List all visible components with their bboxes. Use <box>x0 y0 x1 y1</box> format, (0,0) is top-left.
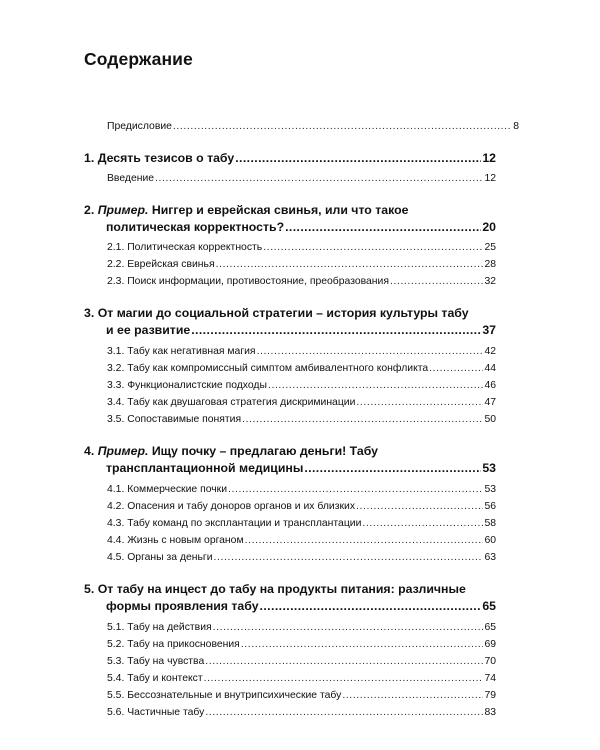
toc-entry-page: 74 <box>484 673 496 684</box>
toc-entry-page: 12 <box>484 173 496 184</box>
toc-entry-page: 53 <box>484 484 496 495</box>
dot-leader <box>214 549 484 566</box>
toc-entry-title: 3.3. Функционалистские подходы <box>107 380 267 391</box>
toc-chapter-3[interactable] <box>84 305 496 339</box>
chapter-title-line1: От магии до социальной стратегии – история культуры табу <box>97 306 469 320</box>
toc-entry-page: 83 <box>484 707 496 718</box>
toc-entry-page: 63 <box>484 552 496 563</box>
chapter-number: 1. <box>84 151 95 165</box>
dot-leader <box>205 704 483 721</box>
toc-entry-page: 25 <box>484 242 496 253</box>
dot-leader <box>242 411 483 428</box>
toc-section[interactable] <box>84 360 496 377</box>
dot-leader <box>155 170 483 187</box>
dot-leader <box>429 360 483 377</box>
toc-section[interactable] <box>84 549 496 566</box>
toc-section[interactable] <box>84 239 496 256</box>
toc-entry-title: 3.1. Табу как негативная магия <box>107 346 256 357</box>
toc-section[interactable] <box>84 256 496 273</box>
toc-entry-title: 2.2. Еврейская свинья <box>107 259 215 270</box>
toc-section[interactable] <box>84 704 496 721</box>
chapter-page: 12 <box>482 151 496 165</box>
toc-section[interactable] <box>84 273 496 290</box>
dot-leader <box>235 150 481 167</box>
dot-leader <box>390 273 483 290</box>
chapter-page: 20 <box>482 220 496 234</box>
chapter-title-line1: Ищу почку – предлагаю деньги! Табу <box>151 444 379 458</box>
toc-entry-page: 65 <box>484 622 496 633</box>
dot-leader <box>257 343 484 360</box>
toc-section[interactable] <box>84 636 496 653</box>
toc-section[interactable] <box>84 532 496 549</box>
chapter-title-line2: формы проявления табу <box>106 599 259 613</box>
chapter-number: 3. <box>84 306 95 320</box>
chapter-label: Пример. <box>97 444 149 458</box>
dot-leader <box>204 670 484 687</box>
toc-entry-title: 5.2. Табу на прикосновения <box>107 639 240 650</box>
toc-chapter-4[interactable] <box>84 443 496 477</box>
toc-section[interactable] <box>84 670 496 687</box>
toc-section[interactable] <box>84 619 496 636</box>
toc-entry-preface[interactable] <box>84 118 519 135</box>
toc-entry-title: Введение <box>107 173 155 184</box>
chapter-number: 2. <box>84 203 95 217</box>
dot-leader <box>228 481 483 498</box>
chapter-page: 37 <box>482 323 496 337</box>
dot-leader <box>362 515 483 532</box>
dot-leader <box>191 322 481 339</box>
chapter-title-line2: трансплантационной медицины <box>106 461 304 475</box>
dot-leader <box>205 653 483 670</box>
dot-leader <box>245 532 484 549</box>
chapter-number: 5. <box>84 582 95 596</box>
dot-leader <box>304 460 481 477</box>
page-title: Содержание <box>84 49 193 69</box>
toc-section[interactable] <box>84 481 496 498</box>
toc-section[interactable] <box>84 653 496 670</box>
toc-entry-page: 56 <box>484 501 496 512</box>
toc-entry-title: 4.2. Опасения и табу доноров органов и их близких <box>107 501 356 512</box>
toc-entry-title: 5.1. Табу на действия <box>107 622 212 633</box>
toc-entry-title: 4.3. Табу команд по эксплантации и трансплантации <box>107 518 362 529</box>
chapter-title: Десять тезисов о табу <box>97 151 235 165</box>
dot-leader <box>356 394 483 411</box>
toc-entry-title: 5.5. Бессознательные и внутрипсихические табу <box>107 690 342 701</box>
toc-entry-page: 60 <box>484 535 496 546</box>
dot-leader <box>213 619 484 636</box>
toc-section[interactable] <box>84 343 496 360</box>
toc-entry-title: 5.4. Табу и контекст <box>107 673 203 684</box>
dot-leader <box>356 498 483 515</box>
toc-entry-title: 3.5. Сопоставимые понятия <box>107 414 242 425</box>
toc-entry-page: 46 <box>484 380 496 391</box>
toc-entry-page: 8 <box>513 121 519 132</box>
toc-entry-title: 4.4. Жизнь с новым органом <box>107 535 244 546</box>
chapter-page: 53 <box>482 461 496 475</box>
chapter-title-line2: и ее развитие <box>106 323 191 337</box>
toc-section[interactable] <box>84 411 496 428</box>
toc-entry-page: 50 <box>484 414 496 425</box>
toc-entry-page: 32 <box>484 276 496 287</box>
dot-leader <box>173 118 512 135</box>
toc-entry-title: 2.1. Политическая корректность <box>107 242 263 253</box>
dot-leader <box>216 256 484 273</box>
toc-entry-title: 4.5. Органы за деньги <box>107 552 213 563</box>
toc-entry-title: Предисловие <box>107 121 172 132</box>
toc-chapter-5[interactable] <box>84 581 496 615</box>
toc-entry-page: 58 <box>484 518 496 529</box>
toc-entry-title: 4.1. Коммерческие почки <box>107 484 228 495</box>
dot-leader <box>260 598 482 615</box>
toc-entry-page: 28 <box>484 259 496 270</box>
chapter-number: 4. <box>84 444 95 458</box>
dot-leader <box>268 377 483 394</box>
toc-section[interactable] <box>84 515 496 532</box>
toc-entry-title: 5.3. Табу на чувства <box>107 656 205 667</box>
toc-entry-title: 2.3. Поиск информации, противостояние, преобразования <box>107 276 389 287</box>
dot-leader <box>342 687 483 704</box>
toc-section[interactable] <box>84 498 496 515</box>
toc-entry-page: 44 <box>484 363 496 374</box>
toc-section[interactable] <box>84 394 496 411</box>
toc-chapter-2[interactable] <box>84 202 496 236</box>
toc-entry-title: 3.2. Табу как компромиссный симптом амбивалентного конфликта <box>107 363 429 374</box>
toc-chapter-1[interactable] <box>84 150 496 167</box>
chapter-title-line1: Ниггер и еврейская свинья, или что такое <box>151 203 409 217</box>
chapter-title-line1: От табу на инцест до табу на продукты питания: различные <box>97 582 466 596</box>
chapter-page: 65 <box>482 599 496 613</box>
toc-section[interactable] <box>84 687 496 704</box>
chapter-label: Пример. <box>97 203 149 217</box>
toc-section[interactable] <box>84 377 496 394</box>
toc-entry-page: 69 <box>484 639 496 650</box>
toc-entry-page: 42 <box>484 346 496 357</box>
toc-entry-title: 3.4. Табу как двушаговая стратегия дискриминации <box>107 397 356 408</box>
toc-entry-title: 5.6. Частичные табу <box>107 707 205 718</box>
toc-entry-page: 79 <box>484 690 496 701</box>
dot-leader <box>241 636 484 653</box>
dot-leader <box>263 239 483 256</box>
toc-entry-page: 70 <box>484 656 496 667</box>
toc-section[interactable] <box>84 170 496 187</box>
toc-entry-page: 47 <box>484 397 496 408</box>
dot-leader <box>285 219 481 236</box>
chapter-title-line2: политическая корректность? <box>106 220 285 234</box>
